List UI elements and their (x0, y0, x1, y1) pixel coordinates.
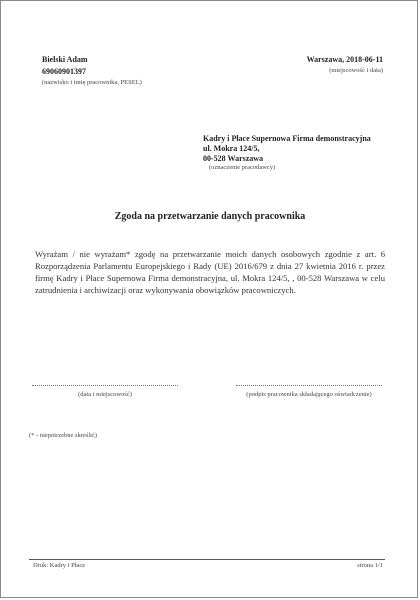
employee-pesel: 69060901397 (42, 67, 86, 76)
employer-street: ul. Mokra 124/5, (203, 144, 260, 153)
footer-print: Druk: Kadry i Płace (33, 562, 86, 569)
signature-line (236, 385, 382, 386)
signature-caption: (podpis pracownika składającego oświadczenie) (246, 391, 372, 398)
footer-rule (29, 559, 385, 560)
footer-page-number: strona 1/1 (357, 562, 383, 569)
place-date: Warszawa, 2018-06-11 (306, 55, 383, 64)
employee-name: Bielski Adam (42, 55, 88, 64)
footnote: (* - niepotrzebne skreślić) (29, 432, 98, 439)
employee-caption: (nazwisko i imię pracownika, PESEL) (42, 79, 142, 86)
date-place-line (32, 385, 178, 386)
consent-text: Wyrażam / nie wyrażam* zgodę na przetwarzanie moich danych osobowych zgodnie z art. 6 Rozporządzenia Parlamentu Europejskiego i Rady (UE) 2016/679 z dnia 27 kwietnia 2016 r. przez firmę Kadry i Płace Supernowa Firma demonstracyjna, ul. Mokra 124/5, , 00-528 Warszawa w celu zatrudnienia i archiwizacji oraz wykonywania obowiązków pracowniczych. (35, 249, 385, 295)
place-date-caption: (miejscowość i data) (329, 67, 383, 74)
document-title: Zgoda na przetwarzanie danych pracownika (114, 211, 306, 222)
employer-caption: (oznaczenie pracodawcy) (209, 164, 276, 171)
date-place-caption: (data i miejscowość) (78, 391, 132, 398)
employer-city: 00-528 Warszawa (203, 154, 264, 163)
employer-name: Kadry i Płace Supernowa Firma demonstracyjna (203, 134, 371, 143)
